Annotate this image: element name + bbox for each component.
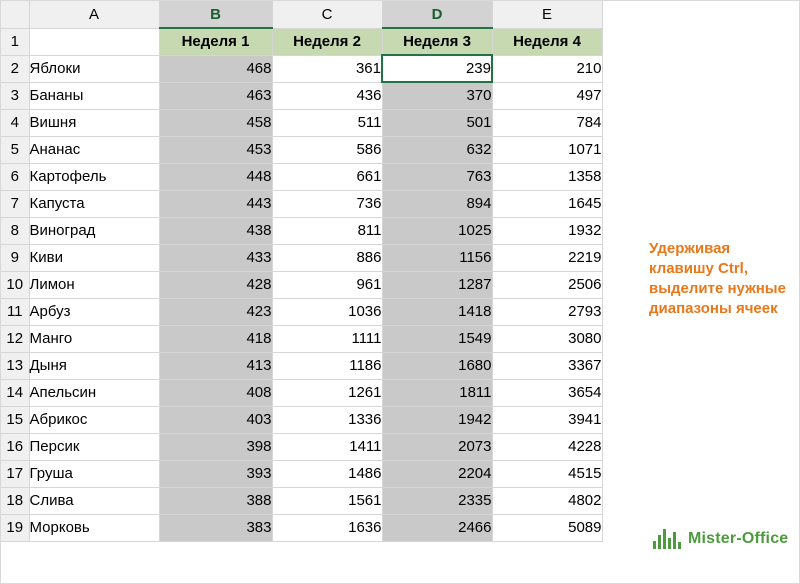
cell-E3[interactable]: 497 (492, 82, 602, 109)
cell-A19[interactable]: Морковь (29, 514, 159, 541)
cell-A18[interactable]: Слива (29, 487, 159, 514)
cell-D5[interactable]: 632 (382, 136, 492, 163)
cell-C18[interactable]: 1561 (272, 487, 382, 514)
cell-E7[interactable]: 1645 (492, 190, 602, 217)
cell-C7[interactable]: 736 (272, 190, 382, 217)
cell-A15[interactable]: Абрикос (29, 406, 159, 433)
cell-A1[interactable] (29, 28, 159, 55)
cell-B2[interactable]: 468 (159, 55, 272, 82)
cell-A5[interactable]: Ананас (29, 136, 159, 163)
cell-A9[interactable]: Киви (29, 244, 159, 271)
cell-D6[interactable]: 763 (382, 163, 492, 190)
cell-C9[interactable]: 886 (272, 244, 382, 271)
cell-A14[interactable]: Апельсин (29, 379, 159, 406)
table-row (1, 514, 602, 541)
row-header-12[interactable]: 12 (1, 325, 29, 352)
row-header-3[interactable]: 3 (1, 82, 29, 109)
cell-C16[interactable]: 1411 (272, 433, 382, 460)
column-header-d[interactable]: D (382, 1, 492, 28)
cell-E9[interactable]: 2219 (492, 244, 602, 271)
row-header-5[interactable]: 5 (1, 136, 29, 163)
cell-D4[interactable]: 501 (382, 109, 492, 136)
cell-B15[interactable]: 403 (159, 406, 272, 433)
cell-C10[interactable]: 961 (272, 271, 382, 298)
table-row (1, 352, 602, 379)
row-header-18[interactable]: 18 (1, 487, 29, 514)
cell-B14[interactable]: 408 (159, 379, 272, 406)
cell-D18[interactable]: 2335 (382, 487, 492, 514)
cell-A11[interactable]: Арбуз (29, 298, 159, 325)
cell-C4[interactable]: 511 (272, 109, 382, 136)
cell-E14[interactable]: 3654 (492, 379, 602, 406)
column-header-e[interactable]: E (492, 1, 602, 28)
cell-E2[interactable]: 210 (492, 55, 602, 82)
row-header-17[interactable]: 17 (1, 460, 29, 487)
table-row (1, 55, 602, 82)
cell-C12[interactable]: 1111 (272, 325, 382, 352)
column-header-b[interactable]: B (159, 1, 272, 28)
cell-E4[interactable]: 784 (492, 109, 602, 136)
cell-D1[interactable]: Неделя 3 (382, 28, 492, 55)
cell-B6[interactable]: 448 (159, 163, 272, 190)
cell-A10[interactable]: Лимон (29, 271, 159, 298)
table-row (1, 82, 602, 109)
row-header-13[interactable]: 13 (1, 352, 29, 379)
cell-D7[interactable]: 894 (382, 190, 492, 217)
cell-D8[interactable]: 1025 (382, 217, 492, 244)
row-header-7[interactable]: 7 (1, 190, 29, 217)
cell-C6[interactable]: 661 (272, 163, 382, 190)
cell-C17[interactable]: 1486 (272, 460, 382, 487)
cell-E19[interactable]: 5089 (492, 514, 602, 541)
column-header-a[interactable]: A (29, 1, 159, 28)
table-row (1, 163, 602, 190)
row-header-4[interactable]: 4 (1, 109, 29, 136)
cell-C19[interactable]: 1636 (272, 514, 382, 541)
row-header-6[interactable]: 6 (1, 163, 29, 190)
cell-A13[interactable]: Дыня (29, 352, 159, 379)
cell-D15[interactable]: 1942 (382, 406, 492, 433)
cell-B17[interactable]: 393 (159, 460, 272, 487)
table-row (1, 325, 602, 352)
cell-C8[interactable]: 811 (272, 217, 382, 244)
cell-A17[interactable]: Груша (29, 460, 159, 487)
table-row (1, 271, 602, 298)
cell-A4[interactable]: Вишня (29, 109, 159, 136)
cell-E10[interactable]: 2506 (492, 271, 602, 298)
cell-B4[interactable]: 458 (159, 109, 272, 136)
cell-A12[interactable]: Манго (29, 325, 159, 352)
cell-B1[interactable]: Неделя 1 (159, 28, 272, 55)
cell-D16[interactable]: 2073 (382, 433, 492, 460)
cell-B8[interactable]: 438 (159, 217, 272, 244)
annotation-note: Удерживая клавишу Ctrl, выделите нужные диапазоны ячеек (649, 240, 786, 317)
cell-A3[interactable]: Бананы (29, 82, 159, 109)
cell-C15[interactable]: 1336 (272, 406, 382, 433)
row-header-15[interactable]: 15 (1, 406, 29, 433)
table-row (1, 406, 602, 433)
table-row (1, 136, 602, 163)
row-header-9[interactable]: 9 (1, 244, 29, 271)
cell-B13[interactable]: 413 (159, 352, 272, 379)
cell-B3[interactable]: 463 (159, 82, 272, 109)
cell-E1[interactable]: Неделя 4 (492, 28, 602, 55)
cell-C11[interactable]: 1036 (272, 298, 382, 325)
row-header-11[interactable]: 11 (1, 298, 29, 325)
cell-D14[interactable]: 1811 (382, 379, 492, 406)
cell-B9[interactable]: 433 (159, 244, 272, 271)
cell-E5[interactable]: 1071 (492, 136, 602, 163)
row-header-10[interactable]: 10 (1, 271, 29, 298)
cell-D13[interactable]: 1680 (382, 352, 492, 379)
spreadsheet-grid[interactable] (1, 1, 603, 542)
cell-A16[interactable]: Персик (29, 433, 159, 460)
cell-A2[interactable]: Яблоки (29, 55, 159, 82)
brand-name: Mister-Office (688, 530, 789, 547)
cell-E8[interactable]: 1932 (492, 217, 602, 244)
brand-logo (653, 529, 788, 549)
cell-A6[interactable]: Картофель (29, 163, 159, 190)
cell-D12[interactable]: 1549 (382, 325, 492, 352)
row-header-19[interactable]: 19 (1, 514, 29, 541)
table-row (1, 433, 602, 460)
cell-D11[interactable]: 1418 (382, 298, 492, 325)
cell-D2[interactable]: 239 (382, 55, 492, 82)
cell-C1[interactable]: Неделя 2 (272, 28, 382, 55)
row-header-2[interactable]: 2 (1, 55, 29, 82)
cell-D9[interactable]: 1156 (382, 244, 492, 271)
cell-D10[interactable]: 1287 (382, 271, 492, 298)
cell-D19[interactable]: 2466 (382, 514, 492, 541)
row-header-14[interactable]: 14 (1, 379, 29, 406)
cell-B19[interactable]: 383 (159, 514, 272, 541)
cell-B11[interactable]: 423 (159, 298, 272, 325)
cell-E12[interactable]: 3080 (492, 325, 602, 352)
cell-D3[interactable]: 370 (382, 82, 492, 109)
cell-C13[interactable]: 1186 (272, 352, 382, 379)
cell-C2[interactable]: 361 (272, 55, 382, 82)
cell-B7[interactable]: 443 (159, 190, 272, 217)
cell-C5[interactable]: 586 (272, 136, 382, 163)
select-all-corner[interactable] (1, 1, 29, 28)
table-row (1, 109, 602, 136)
cell-B16[interactable]: 398 (159, 433, 272, 460)
cell-E16[interactable]: 4228 (492, 433, 602, 460)
cell-E11[interactable]: 2793 (492, 298, 602, 325)
table-row (1, 487, 602, 514)
row-header-8[interactable]: 8 (1, 217, 29, 244)
table-row (1, 298, 602, 325)
cell-B18[interactable]: 388 (159, 487, 272, 514)
table-row (1, 460, 602, 487)
cell-E17[interactable]: 4515 (492, 460, 602, 487)
cell-C3[interactable]: 436 (272, 82, 382, 109)
cell-C14[interactable]: 1261 (272, 379, 382, 406)
row-header-16[interactable]: 16 (1, 433, 29, 460)
cell-D17[interactable]: 2204 (382, 460, 492, 487)
table-row (1, 217, 602, 244)
cell-E18[interactable]: 4802 (492, 487, 602, 514)
audio-bars-icon (653, 529, 681, 549)
cell-E15[interactable]: 3941 (492, 406, 602, 433)
table-row (1, 190, 602, 217)
row-header-1[interactable]: 1 (1, 28, 29, 55)
column-header-c[interactable]: C (272, 1, 382, 28)
cell-E13[interactable]: 3367 (492, 352, 602, 379)
cell-B12[interactable]: 418 (159, 325, 272, 352)
cell-B5[interactable]: 453 (159, 136, 272, 163)
cell-B10[interactable]: 428 (159, 271, 272, 298)
cell-A8[interactable]: Виноград (29, 217, 159, 244)
cell-E6[interactable]: 1358 (492, 163, 602, 190)
table-row (1, 28, 602, 55)
cell-A7[interactable]: Капуста (29, 190, 159, 217)
table-row (1, 244, 602, 271)
table-row (1, 379, 602, 406)
